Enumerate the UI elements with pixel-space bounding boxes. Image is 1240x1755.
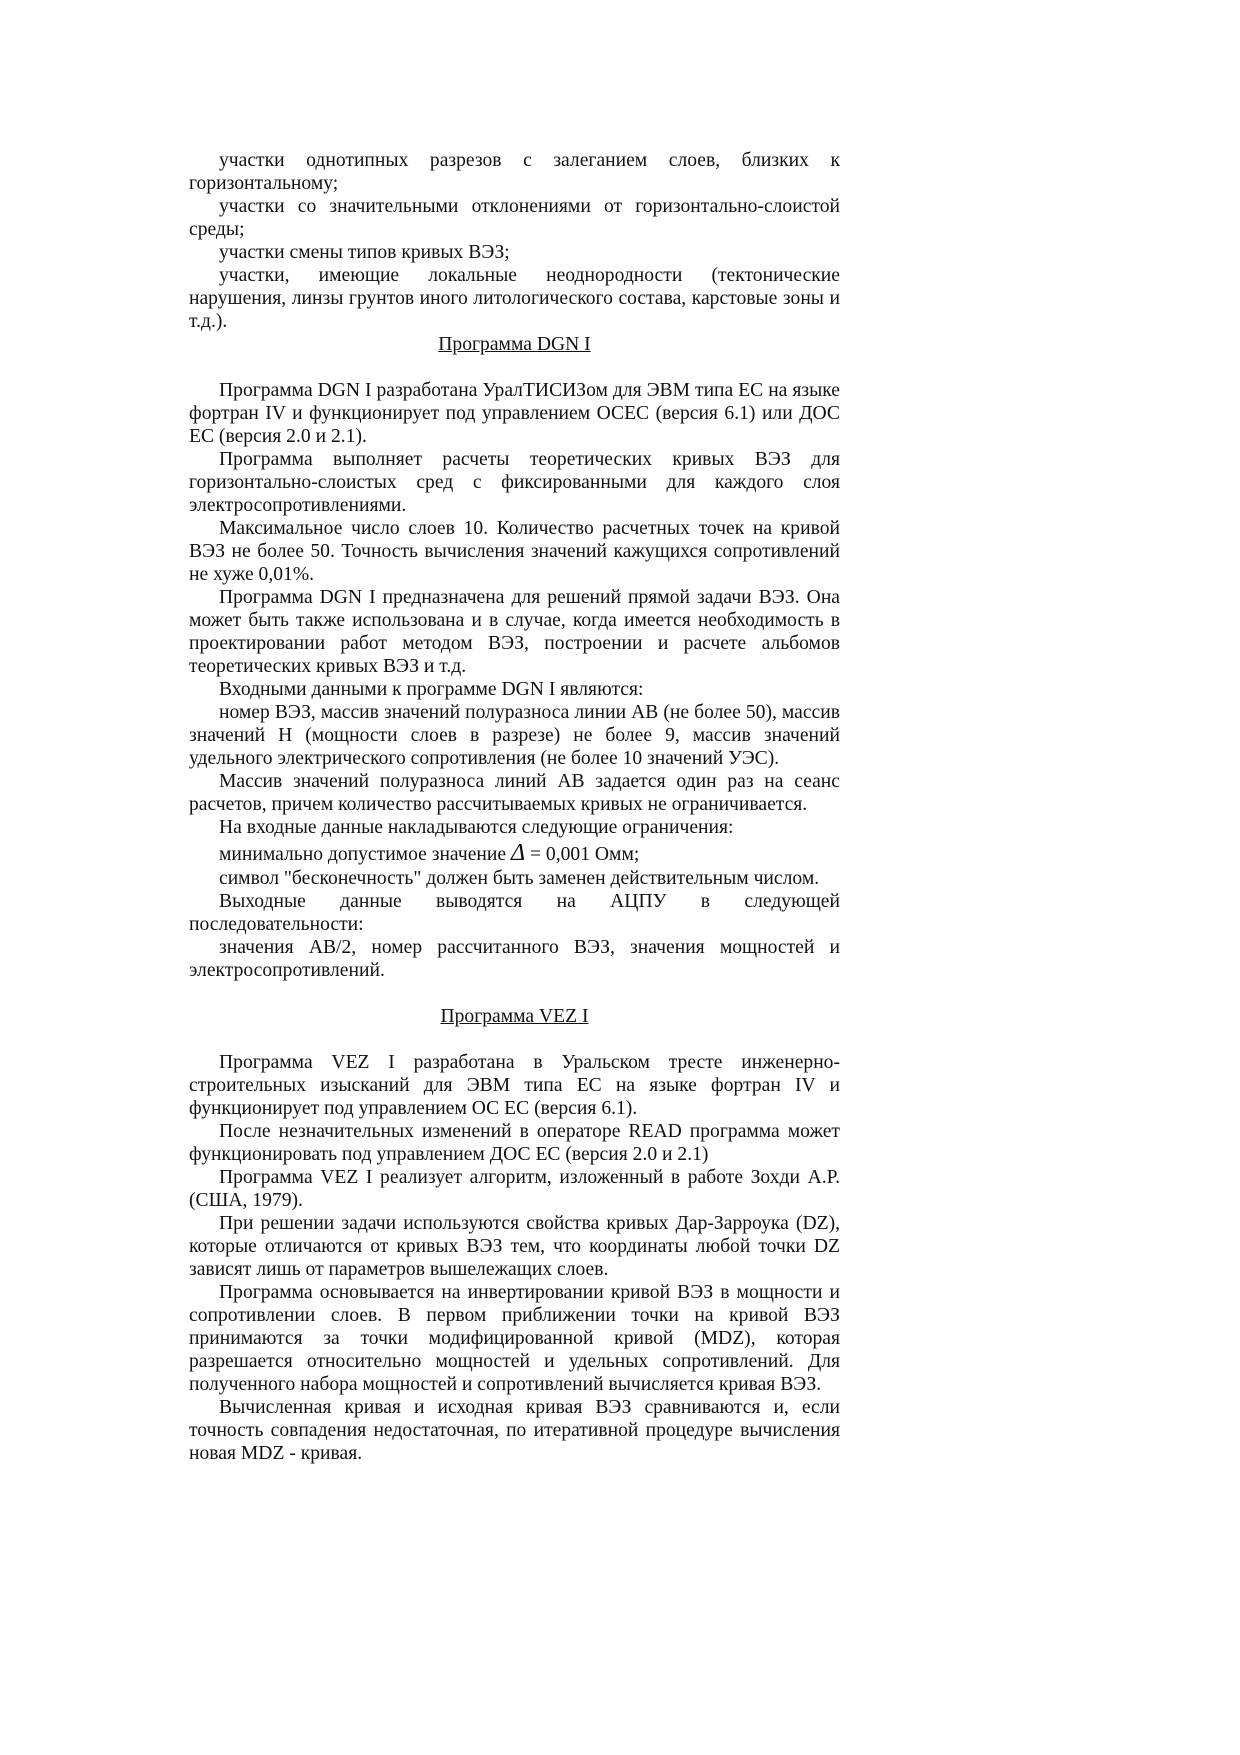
paragraph: участки однотипных разрезов с залеганием слоев, близких к горизонтальному; — [189, 150, 840, 194]
paragraph: Программа DGN I предназначена для решений прямой задачи ВЭЗ. Она может быть также использована и в случае, когда имеется необходимость в проектировании работ методом ВЭЗ, построении и расчете альбомов теоретических кривых ВЭЗ и т.д. — [189, 587, 840, 677]
formula-suffix: = 0,001 Омм; — [525, 844, 640, 865]
document-page — [189, 149, 840, 1465]
paragraph: Максимальное число слоев 10. Количество расчетных точек на кривой ВЭЗ не более 50. Точность вычисления значений кажущихся сопротивлений не хуже 0,01%. — [189, 518, 840, 585]
section-heading-vez: Программа VEZ I — [440, 1006, 589, 1027]
paragraph: Программа VEZ I реализует алгоритм, изложенный в работе Зохди А.Р. (США, 1979). — [189, 1167, 840, 1211]
paragraph: Выходные данные выводятся на АЦПУ в следующей последовательности: — [189, 891, 840, 935]
paragraph: участки смены типов кривых ВЭЗ; — [219, 242, 510, 263]
paragraph: После незначительных изменений в операторе READ программа может функционировать под управлением ДОС ЕС (версия 2.0 и 2.1) — [189, 1121, 840, 1165]
paragraph: Массив значений полуразноса линий АВ задается один раз на сеанс расчетов, причем количество рассчитываемых кривых не ограничивается. — [189, 771, 840, 815]
paragraph: значения АВ/2, номер рассчитанного ВЭЗ, значения мощностей и электросопротивлений. — [189, 937, 840, 981]
paragraph: участки, имеющие локальные неоднородности (тектонические нарушения, линзы грунтов иного литологического состава, карстовые зоны и т.д.). — [189, 265, 840, 332]
delta-symbol: Δ — [510, 840, 526, 866]
paragraph: Программа VEZ I разработана в Уральском тресте инженерно-строительных изысканий для ЭВМ типа ЕС на языке фортран IV и функционирует под управлением ОС ЕС (версия 6.1). — [189, 1052, 840, 1119]
paragraph: На входные данные накладываются следующие ограничения: — [219, 817, 734, 838]
paragraph: символ "бесконечность" должен быть заменен действительным числом. — [219, 868, 820, 889]
paragraph: Вычисленная кривая и исходная кривая ВЭЗ сравниваются и, если точность совпадения недостаточная, по итеративной процедуре вычисления новая MDZ - кривая. — [189, 1397, 840, 1464]
paragraph: Входными данными к программе DGN I являются: — [219, 679, 644, 700]
paragraph: При решении задачи используются свойства кривых Дар-Зарроука (DZ), которые отличаются от кривых ВЭЗ тем, что координаты любой точки DZ зависят лишь от параметров вышележащих слоев. — [189, 1213, 840, 1280]
paragraph: Программа основывается на инвертировании кривой ВЭЗ в мощности и сопротивлении слоев. В первом приближении точки на кривой ВЭЗ принимаются за точки модифицированной кривой (MDZ), которая разрешается относительно мощностей и удельных сопротивлений. Для полученного набора мощностей и сопротивлений вычисляется кривая ВЭЗ. — [189, 1282, 840, 1395]
formula-paragraph — [189, 839, 840, 867]
paragraph: Программа выполняет расчеты теоретических кривых ВЭЗ для горизонтально-слоистых сред с фиксированными для каждого слоя электросопротивлениями. — [189, 449, 840, 516]
paragraph: номер ВЭЗ, массив значений полуразноса линии АВ (не более 50), массив значений Н (мощности слоев в разрезе) не более 9, массив значений удельного электрического сопротивления (не более 10 значений УЭС). — [189, 702, 840, 769]
paragraph: Программа DGN I разработана УралТИСИЗом для ЭВМ типа ЕС на языке фортран IV и функционирует под управлением ОСЕС (версия 6.1) или ДОС ЕС (версия 2.0 и 2.1). — [189, 380, 840, 447]
paragraph: участки со значительными отклонениями от горизонтально-слоистой среды; — [189, 196, 840, 240]
formula-prefix: минимально допустимое значение — [219, 844, 511, 865]
section-heading-dgn: Программа DGN I — [438, 334, 591, 355]
